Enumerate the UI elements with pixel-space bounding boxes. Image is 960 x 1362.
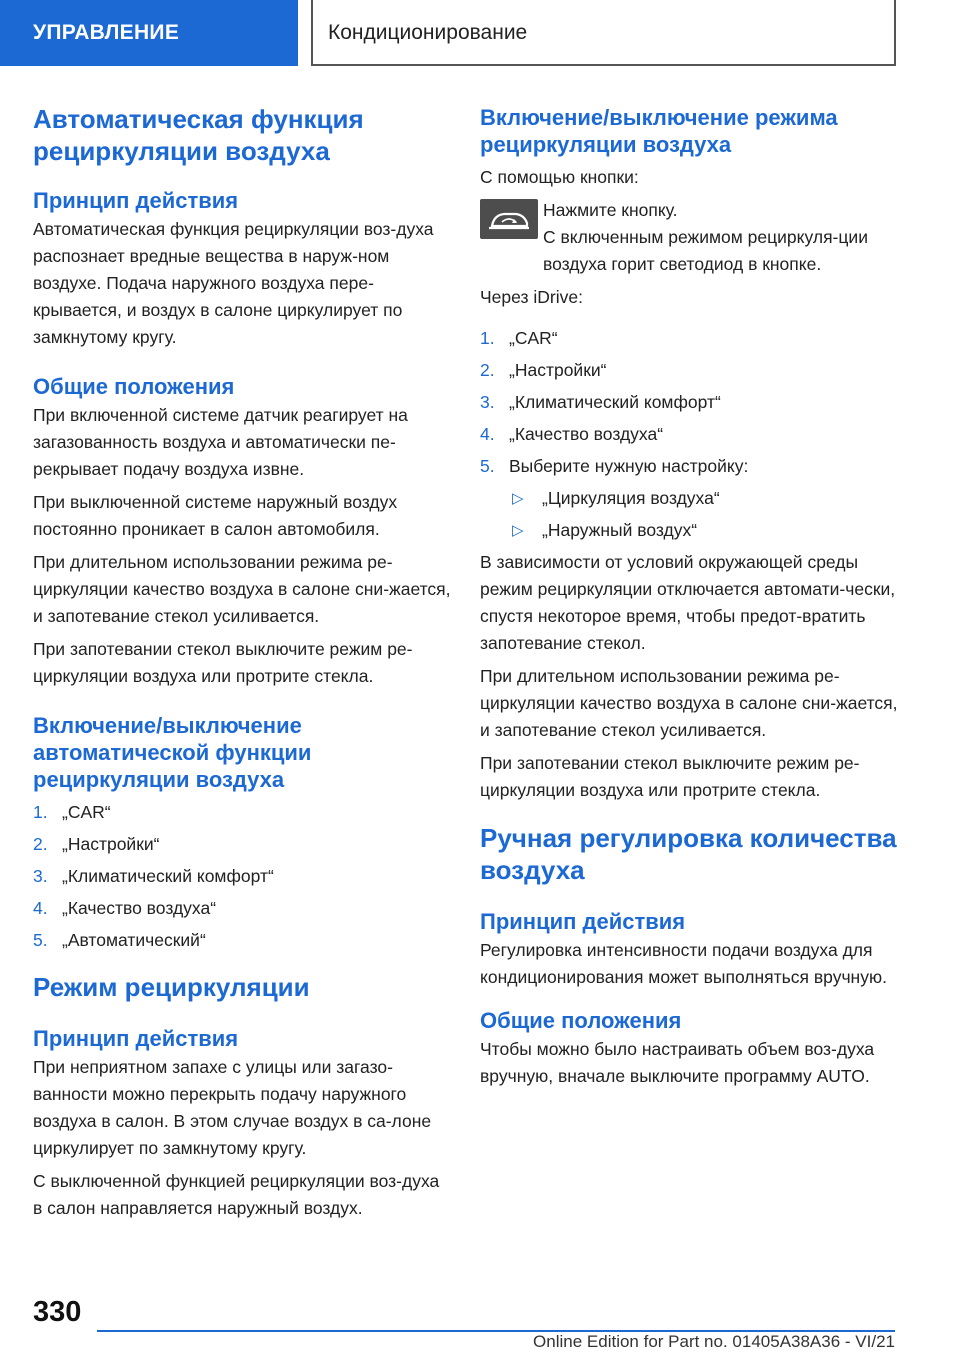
step-text: „Климатический комфорт“ (62, 866, 274, 886)
paragraph: Чтобы можно было настраивать объем воз-духа вручную, вначале выключите программу AUTO. (480, 1039, 875, 1086)
list-item (480, 325, 900, 357)
substep-text: „Циркуляция воздуха“ (542, 488, 720, 508)
subheading-principle: Принцип действия (480, 909, 686, 934)
steps-list (33, 799, 453, 959)
spacer (33, 696, 453, 712)
triangle-bullet-icon: ▷ (512, 490, 524, 507)
step-text: „Качество воздуха“ (62, 898, 217, 918)
step-text: „Климатический комфорт“ (509, 392, 721, 412)
step-number: 5. (480, 456, 495, 476)
spacer (33, 357, 453, 373)
page-number: 330 (33, 1296, 82, 1328)
steps-list (480, 325, 900, 485)
subheading-general: Общие положения (480, 1008, 682, 1033)
edition-note: Online Edition for Part no. 01405A38A36 - VI/21 (533, 1332, 895, 1351)
step-text: „CAR“ (509, 328, 558, 348)
list-item (480, 389, 900, 421)
paragraph: При запотевании стекол выключите режим ре-циркуляции воздуха или протрите стекла. (480, 753, 860, 800)
paragraph: Через iDrive: (480, 287, 583, 307)
paragraph: При включенной системе датчик реагирует на загазованность воздуха и автоматически пе-рекрывает подачу воздуха извне. (33, 405, 408, 479)
step-number: 2. (33, 834, 48, 854)
car-recirculation-icon (480, 199, 538, 239)
paragraph: При выключенной системе наружный воздух постоянно проникает в салон автомобиля. (33, 492, 398, 539)
step-number: 5. (33, 930, 48, 950)
list-item (480, 421, 900, 453)
step-number: 3. (33, 866, 48, 886)
step-number: 3. (480, 392, 495, 412)
step-number: 2. (480, 360, 495, 380)
section-tab: УПРАВЛЕНИЕ (0, 0, 298, 66)
spacer (480, 997, 900, 1007)
paragraph: Нажмите кнопку. (543, 200, 678, 220)
right-column (480, 100, 900, 1096)
step-number: 1. (33, 802, 48, 822)
subheading-principle: Принцип действия (33, 1026, 239, 1051)
step-text: „Настройки“ (509, 360, 607, 380)
step-number: 4. (480, 424, 495, 444)
triangle-bullet-icon: ▷ (512, 522, 524, 539)
list-item (33, 831, 453, 863)
list-item (480, 517, 900, 549)
list-item (480, 357, 900, 389)
recirculation-button-icon (480, 199, 538, 239)
list-item (33, 863, 453, 895)
list-item (33, 927, 453, 959)
paragraph: При длительном использовании режима ре-циркуляции качество воздуха в салоне сни-жается, и запотевание стекол усиливается. (480, 666, 898, 740)
heading-manual-airflow: Ручная регулировка количества воздуха (480, 823, 897, 885)
page-header (0, 0, 960, 66)
subheading-toggle-auto: Включение/выключение автоматической функции рециркуляции воздуха (33, 713, 312, 792)
paragraph: При длительном использовании режима ре-циркуляции качество воздуха в салоне сни-жается, и запотевание стекол усиливается. (33, 552, 451, 626)
heading-recirculation-mode: Режим рециркуляции (33, 972, 310, 1002)
paragraph: При запотевании стекол выключите режим ре-циркуляции воздуха или протрите стекла. (33, 639, 413, 686)
paragraph: В зависимости от условий окружающей среды режим рециркуляции отключается автомати-чески, спустя некоторое время, чтобы предот-вратить запотевание стекол. (480, 552, 896, 653)
substep-text: „Наружный воздух“ (542, 520, 698, 540)
list-item (33, 895, 453, 927)
step-number: 1. (480, 328, 495, 348)
heading-auto-recirculation: Автоматическая функция рециркуляции воздуха (33, 104, 364, 166)
step-text: „Качество воздуха“ (509, 424, 664, 444)
paragraph: При неприятном запахе с улицы или загазо-ванности можно перекрыть подачу наружного воздуха в салон. В этом случае воздух в са-лоне циркулирует по замкнутому кругу. (33, 1057, 432, 1158)
subheading-general: Общие положения (33, 374, 235, 399)
paragraph: Автоматическая функция рециркуляции воз-духа распознает вредные вещества в наруж-ном воздухе. Подача наружного воздуха пере-крывается, и воздух в салоне циркулирует по замкнутому кругу. (33, 219, 434, 347)
step-number: 4. (33, 898, 48, 918)
paragraph: Регулировка интенсивности подачи воздуха для кондиционирования может выполняться вручную. (480, 940, 887, 987)
list-item (480, 485, 900, 517)
list-item (33, 799, 453, 831)
left-column (33, 100, 453, 1228)
substeps-list (480, 485, 900, 549)
list-item (480, 453, 900, 485)
chapter-tab: Кондиционирование (311, 0, 896, 66)
paragraph: С выключенной функцией рециркуляции воз-духа в салон направляется наружный воздух. (33, 1171, 440, 1218)
subheading-principle: Принцип действия (33, 188, 239, 213)
step-text: „Автоматический“ (62, 930, 206, 950)
subheading-toggle-recirculation: Включение/выключение режима рециркуляции воздуха (480, 105, 838, 157)
paragraph: С включенным режимом рециркуля-ции воздуха горит светодиод в кнопке. (543, 227, 868, 274)
step-text: „CAR“ (62, 802, 111, 822)
button-instruction (480, 197, 900, 278)
paragraph: С помощью кнопки: (480, 167, 639, 187)
step-text: Выберите нужную настройку: (509, 456, 749, 476)
step-text: „Настройки“ (62, 834, 160, 854)
